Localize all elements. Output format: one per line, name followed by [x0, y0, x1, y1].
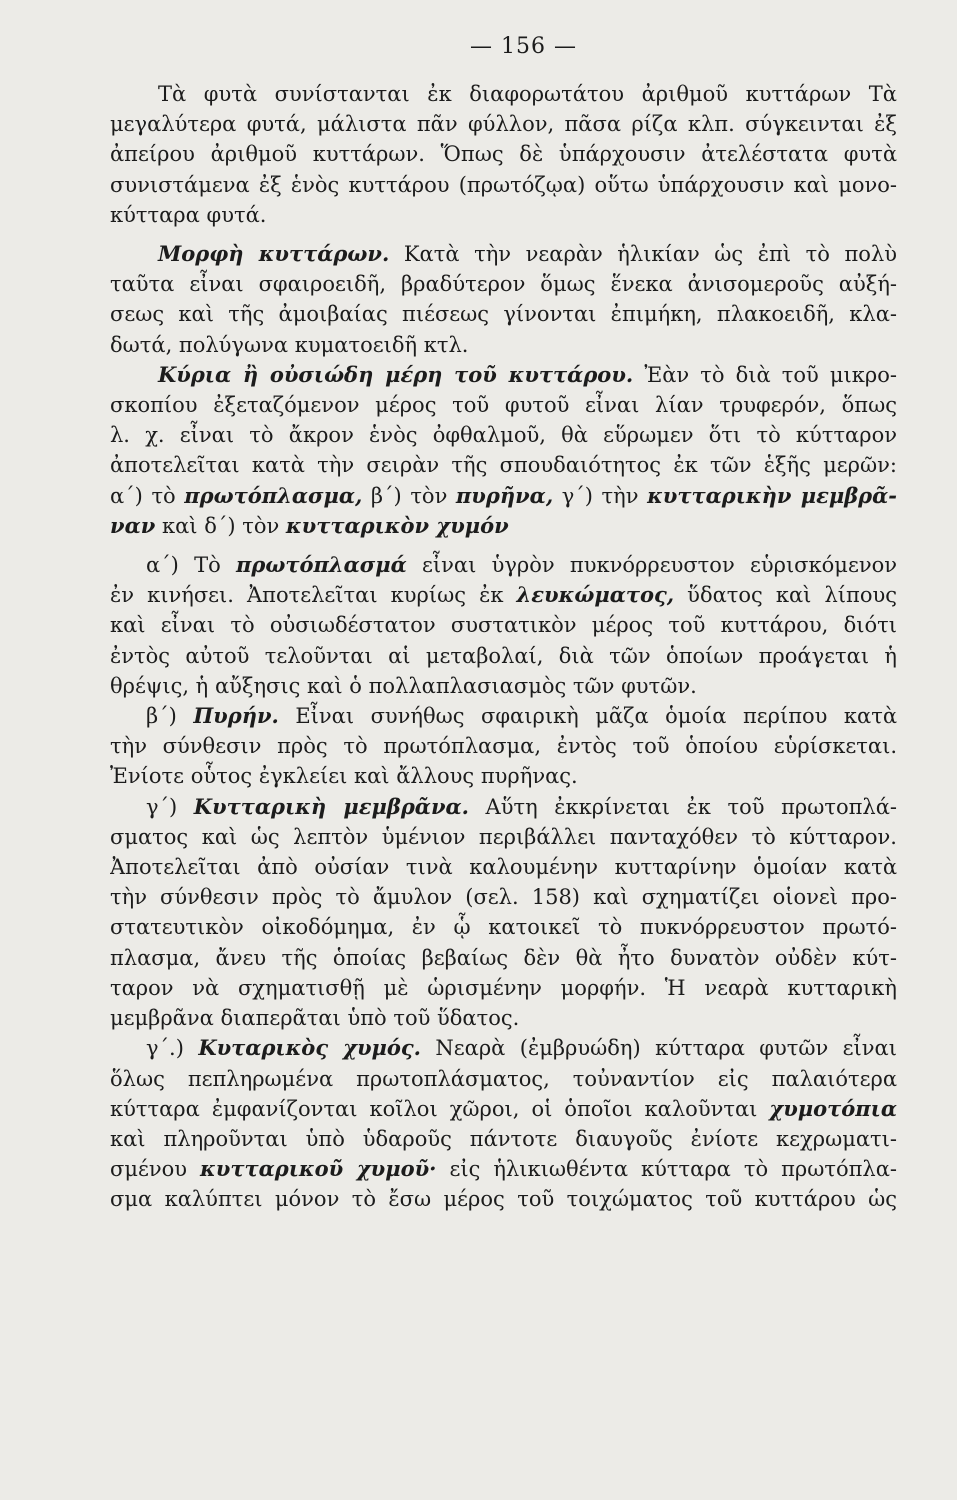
text-line [110, 1033, 897, 1063]
text-line: συνιστάμενα ἐξ ἑνὸς κυττάρου (πρωτόζῳα) οὕτω ὑπάρχουσιν καὶ μονο- [110, 172, 897, 197]
item-label: β΄) [146, 704, 194, 729]
text-line [110, 792, 897, 822]
paragraph-morfi [110, 239, 897, 360]
paragraph-intro [110, 79, 897, 230]
section-heading: Μορφὴ κυττάρων. [158, 241, 390, 267]
text-fragment: καὶ δ΄) τὸν [155, 513, 286, 538]
term: χυμοτόπια [769, 1095, 897, 1121]
text-line: ἐντὸς αὐτοῦ τελοῦνται αἱ μεταβολαί, διὰ τῶν ὁποίων προάγεται ἡ [110, 643, 897, 668]
text-line: Τὰ φυτὰ συνίστανται ἐκ διαφορωτάτου ἀριθμοῦ κυττάρων Τὰ [158, 82, 897, 106]
paragraph-protoplasma [110, 550, 897, 701]
section-heading: Κύρια ἢ οὐσιώδη μέρη τοῦ κυττάρου. [158, 361, 634, 387]
text-fragment: Νεαρὰ (ἐμβρυώδη) κύτταρα φυτῶν εἶναι [421, 1036, 897, 1061]
text-fragment: Εἶναι συνήθως σφαιρικὴ μᾶζα ὁμοία περίπου κατὰ [278, 704, 897, 729]
term: κυτταρικὸν χυμόν [285, 512, 509, 538]
term: κυτταρικοῦ χυμοῦ· [200, 1156, 437, 1182]
term: πρωτόπλασμά [236, 552, 407, 578]
text-line: σκοπίου ἐξεταζόμενον μέρος τοῦ φυτοῦ εἶναι λίαν τρυφερόν, ὅπως [110, 393, 897, 418]
text-fragment: β΄) τὸν [362, 483, 456, 508]
text-line: Ἀποτελεῖται ἀπὸ οὐσίαν τινὰ καλουμένην κυτταρίνην ὁμοίαν κατὰ [110, 855, 897, 880]
text-line: σεως καὶ τῆς ἀμοιβαίας πιέσεως γίνονται ἐπιμήκη, πλακοειδῆ, κλα- [110, 302, 897, 327]
item-label: γ΄) [146, 794, 194, 819]
text-line: πλασμα, ἄνευ τῆς ὁποίας βεβαίως δὲν θὰ ἦτο δυνατὸν οὐδὲν κύτ- [110, 945, 897, 970]
text-line: μεγαλύτερα φυτά, μάλιστα πᾶν φύλλον, πᾶσα ρίζα κλπ. σύγκεινται ἐξ [110, 112, 897, 137]
term: λευκώματος, [516, 582, 675, 608]
term: κυτταρικὴν μεμβρᾶ- [647, 482, 897, 508]
text-fragment: α΄) τὸ [110, 483, 185, 508]
paragraph-pyrin [110, 701, 897, 792]
text-line: μεμβρᾶνα διαπερᾶται ὑπὸ τοῦ ὕδατος. [110, 1006, 520, 1031]
text-fragment: κύτταρα ἐμφανίζονται κοῖλοι χῶροι, οἱ ὁποῖοι καλοῦνται [110, 1096, 770, 1121]
term: Κυταρικὸς χυμός. [198, 1035, 421, 1061]
item-label: γ΄.) [146, 1036, 199, 1061]
term: Κυτταρικὴ μεμβρᾶνα. [193, 793, 469, 819]
page-number: — 156 — [470, 34, 577, 59]
text-fragment: Κατὰ τὴν νεαρὰν ἡλικίαν ὡς ἐπὶ τὸ πολὺ [403, 242, 897, 267]
text-fragment: γ΄) τὴν [553, 483, 648, 508]
text-line [110, 550, 897, 580]
term: ναν [110, 512, 156, 538]
text-line: ὅλως πεπληρωμένα πρωτοπλάσματος, τοὐναντίον εἰς παλαιότερα [110, 1066, 897, 1091]
text-fragment: Αὕτη ἐκκρίνεται ἐκ τοῦ πρωτοπλά- [468, 794, 897, 819]
term: πυρῆνα, [455, 482, 554, 508]
text-line [110, 511, 897, 541]
term: Πυρήν. [193, 703, 279, 729]
text-line [110, 360, 897, 390]
paragraph-xymos [110, 1033, 897, 1214]
text-line: κύτταρα φυτά. [110, 202, 267, 227]
text-line: δωτά, πολύγωνα κυματοειδῆ κτλ. [110, 332, 469, 357]
text-line [110, 1094, 897, 1124]
text-fragment: Ἐὰν τὸ διὰ τοῦ μικρο- [644, 362, 897, 387]
item-label: α΄) Τὸ [146, 553, 237, 578]
text-line [110, 580, 897, 610]
text-fragment: εἶναι ὑγρὸν πυκνόρρευστον εὑρισκόμενον [406, 553, 897, 578]
text-line: σμα καλύπτει μόνον τὸ ἔσω μέρος τοῦ τοιχώματος τοῦ κυττάρου ὡς [110, 1187, 897, 1212]
text-line: ἀποτελεῖται κατὰ τὴν σειρὰν τῆς σπουδαιότητος ἐκ τῶν ἑξῆς μερῶν: [110, 453, 897, 478]
text-fragment: ἐν κινήσει. Ἀποτελεῖται κυρίως ἐκ [110, 583, 517, 608]
text-line [110, 701, 897, 731]
term: πρωτόπλασμα, [184, 482, 363, 508]
text-line: λ. χ. εἶναι τὸ ἄκρον ἑνὸς ὀφθαλμοῦ, θὰ εὕρωμεν ὅτι τὸ κύτταρον [110, 423, 897, 448]
text-line: ἀπείρου ἀριθμοῦ κυττάρων. Ὅπως δὲ ὑπάρχουσιν ἀτελέστατα φυτὰ [110, 142, 897, 167]
text-line: καὶ πληροῦνται ὑπὸ ὑδαροῦς πάντοτε διαυγοῦς ἐνίοτε κεχρωματι- [110, 1126, 897, 1151]
text-line: θρέψις, ἡ αὔξησις καὶ ὁ πολλαπλασιασμὸς τῶν φυτῶν. [110, 673, 697, 698]
text-line: τὴν σύνθεσιν πρὸς τὸ πρωτόπλασμα, ἐντὸς τοῦ ὁποίου εὑρίσκεται. [110, 734, 897, 759]
text-line: ταῦτα εἶναι σφαιροειδῆ, βραδύτερον ὅμως ἕνεκα ἀνισομεροῦς αὐξή- [110, 272, 897, 297]
text-line: στατευτικὸν οἰκοδόμημα, ἐν ᾧ κατοικεῖ τὸ πυκνόρρευστον πρωτό- [110, 915, 897, 940]
text-line: Ἐνίοτε οὗτος ἐγκλείει καὶ ἄλλους πυρῆνας. [110, 764, 578, 789]
text-fragment: ὕδατος καὶ λίπους [674, 583, 897, 608]
text-line: ταρον νὰ σχηματισθῇ μὲ ὡρισμένην μορφήν. Ἡ νεαρὰ κυτταρικὴ [110, 975, 897, 1000]
text-line: καὶ εἶναι τὸ οὐσιωδέστατον συστατικὸν μέρος τοῦ κυττάρου, διότι [110, 613, 897, 638]
paragraph-membrana [110, 792, 897, 1034]
text-line [110, 239, 897, 269]
text-line [110, 481, 897, 511]
text-line: τὴν σύνθεσιν πρὸς τὸ ἄμυλον (σελ. 158) καὶ σχηματίζει οἱονεὶ προ- [110, 885, 897, 910]
text-fragment: εἰς ἡλικιωθέντα κύτταρα τὸ πρωτόπλα- [436, 1157, 897, 1182]
paragraph-kyria [110, 360, 897, 541]
text-fragment: σμένου [110, 1157, 201, 1182]
text-line: σματος καὶ ὡς λεπτὸν ὑμένιον περιβάλλει πανταχόθεν τὸ κύτταρον. [110, 824, 897, 849]
text-line [110, 1154, 897, 1184]
